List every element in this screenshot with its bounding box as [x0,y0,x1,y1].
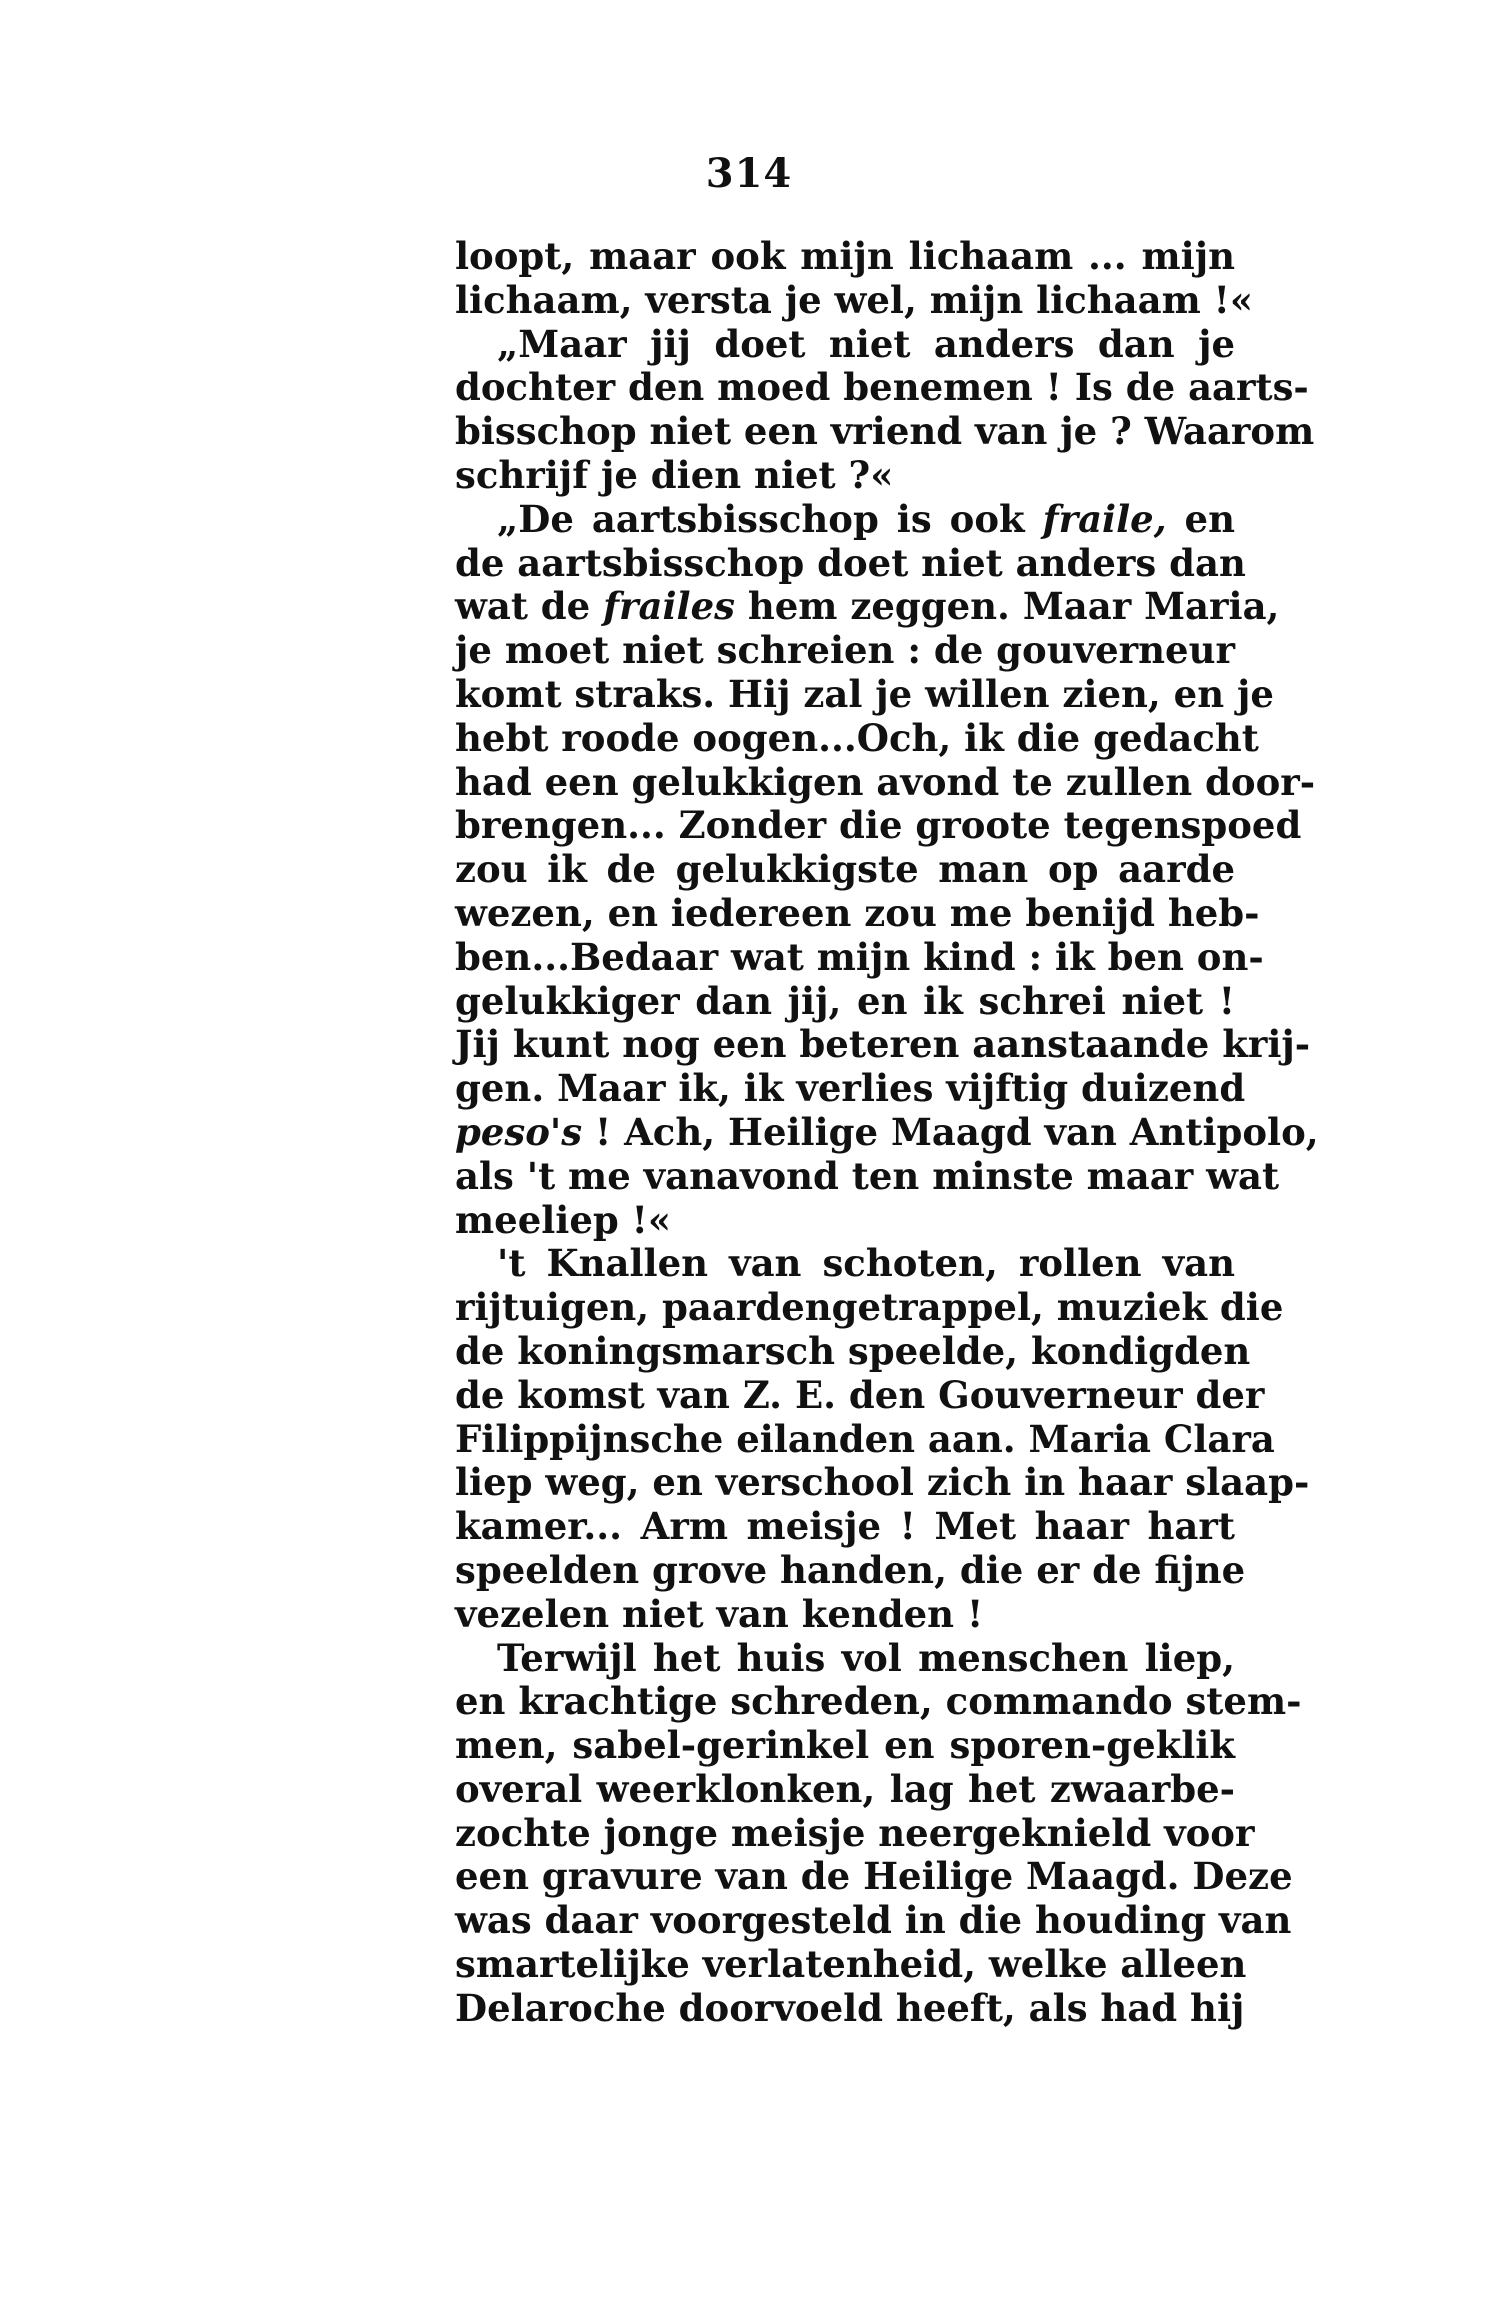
text-line: zou ik de gelukkigste man op aarde [455,847,1235,892]
text-line: was daar voorgesteld in die houding van [455,1898,1292,1943]
text-line: de aartsbisschop doet niet anders dan [455,540,1246,585]
text-line: ben...Bedaar wat mijn kind : ik ben on- [455,934,1264,979]
text-line: men, sabel-gerinkel en sporen-geklik [455,1723,1235,1768]
text-segment: ! Ach, Heilige Maagd van Antipolo, [582,1109,1319,1154]
text-line: schrijf je dien niet ?« [455,452,894,497]
text-line: dochter den moed benemen ! Is de aarts- [455,365,1309,410]
text-line: bisschop niet een vriend van je ? Waarom [455,409,1315,454]
text-line: loopt, maar ook mijn lichaam ... mijn [455,234,1235,278]
text-line: en krachtige schreden, commando stem- [455,1679,1302,1724]
text-line: meeliep !« [455,1197,672,1242]
text-line: Delaroche doorvoeld heeft, als had hij [455,1985,1245,2030]
text-line: brengen... Zonder die groote tegenspoed [455,803,1302,848]
text-line: overal weerklonken, lag het zwaarbe- [455,1766,1235,1811]
text-line: de komst van Z. E. den Gouverneur der [455,1372,1265,1417]
text-line: wezen, en iedereen zou me benijd heb- [455,890,1260,935]
text-line: een gravure van de Heilige Maagd. Deze [455,1854,1293,1899]
text-line: Filippijnsche eilanden aan. Maria Clara [455,1416,1275,1461]
text-line: hebt roode oogen...Och, ik die gedacht [455,715,1259,760]
italic-word: fraile, [1042,496,1167,541]
text-line: smartelijke verlatenheid, welke alleen [455,1942,1247,1987]
text-line: de koningsmarsch speelde, kondigden [455,1328,1251,1373]
text-line: liep weg, en verschool zich in haar slaap- [455,1460,1310,1505]
text-line: speelden grove handen, die er de fijne [455,1547,1246,1592]
text-line: had een gelukkigen avond te zullen door- [455,759,1316,804]
text-line: gelukkiger dan jij, en ik schrei niet ! [455,978,1235,1023]
text-line: rijtuigen, paardengetrappel, muziek die [455,1285,1284,1330]
text-segment: hem zeggen. Maar Maria, [734,584,1280,629]
text-line: vezelen niet van kenden ! [455,1591,984,1636]
text-line: komt straks. Hij zal je willen zien, en je [455,671,1274,716]
text-line [455,498,1235,542]
text-line: gen. Maar ik, ik verlies vijftig duizend [455,1066,1246,1111]
italic-word: frailes [603,584,735,629]
text-segment: en [1166,496,1236,541]
body-text [455,234,1319,2031]
text-line: 't Knallen van schoten, rollen van [497,1241,1235,1286]
text-line: als 't me vanavond ten minste maar wat [455,1153,1280,1198]
text-line: zochte jonge meisje neergeknield voor [455,1810,1255,1855]
text-line: „Maar jij doet niet anders dan je [497,321,1235,366]
text-line [455,584,1280,629]
page-number: 314 [705,150,793,197]
text-line: lichaam, versta je wel, mijn lichaam !« [455,277,1253,322]
text-segment: „De aartsbisschop is ook [497,496,1043,541]
text-line: je moet niet schreien : de gouverneur [455,628,1235,673]
text-line: Terwijl het huis vol menschen liep, [497,1635,1235,1680]
text-line: Jij kunt nog een beteren aanstaande krij- [455,1022,1311,1067]
text-line [455,1109,1319,1155]
text-segment: wat de [455,584,604,629]
text-line: kamer... Arm meisje ! Met haar hart [455,1504,1235,1549]
italic-word: peso's [455,1109,583,1154]
